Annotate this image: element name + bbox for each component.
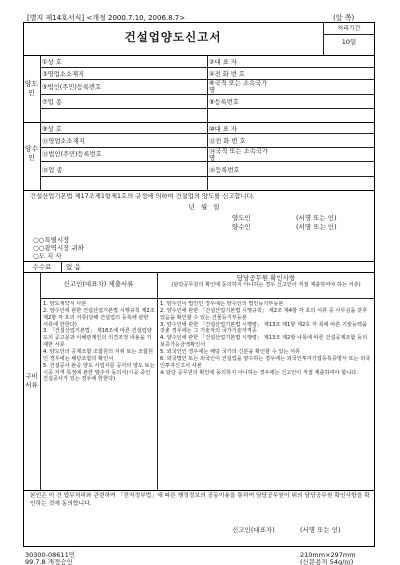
declaration-text: 건설산업기본법 제17조제1항제1호의 규정에 의하여 건설업의 양도를 신고합니다.	[30, 193, 255, 200]
docs-group-label: 구비서류	[25, 372, 38, 389]
consent-sign-note: (서명 또는 인)	[300, 526, 341, 534]
docs-col1-header: 신고인(대표자) 제출서류	[63, 280, 134, 288]
transferee-representative-label: ⑩대 표 자	[209, 125, 237, 133]
transferor-business-label: ⑦업 종	[42, 99, 62, 106]
official-check-item: 4. 양수인에 관한 「건설산업기본법 시행령」 제13조 제2항 나목에 따른 건설공제조합 등의 보증가능금액확인서	[160, 335, 368, 349]
paper-size: 210mm×297mm	[300, 551, 356, 559]
fee-label: 수수료	[32, 263, 52, 271]
transferor-phone-label: ④전 화 번 호	[209, 71, 245, 78]
transferee-trade-name-label: ⑨상 호	[42, 125, 62, 133]
official-check-list	[160, 301, 372, 487]
declaration-date: 년 월 일	[188, 203, 222, 211]
official-check-item: 2. 양수인에 관한 「건설산업기본법 시행규칙」 제2조 제4항 각 호의 서류 중 사무실을 갖추었음을 확인할 수 있는 건물등기부등본	[160, 307, 368, 321]
approval-date: 99.7.8 개정승인	[25, 559, 73, 565]
form-title: 건설업양도신고서	[124, 30, 222, 44]
transferor-representative-label: ②대 표 자	[209, 59, 237, 66]
docs-col2-subheader: (담당공무원의 확인에 동의하지 아니하는 경우 신고인이 직접 제출하여야 하는 서류)	[171, 282, 361, 288]
addressee-metro-city: ○○광역시장 귀하	[33, 244, 85, 252]
transferor-address-label: ③영업소소재지	[42, 71, 85, 78]
submission-doc-item: 1. 양도계약서 사본	[43, 301, 87, 307]
transferor-sign-label: 양도인	[232, 214, 251, 222]
addressee-governor: ○도 지 사	[33, 252, 62, 260]
official-check-note: ※ 담당 공무원의 확인에 동의하지 아니하는 경우에는 신고인이 직접 제출하여야 합니다.	[160, 369, 358, 376]
addressee-special-city: ○○특별시장	[33, 236, 70, 244]
transferee-reg-no-label: ⑯등록번호	[209, 166, 240, 174]
transferee-group-label: 양수인	[24, 145, 39, 162]
form-code: 30300-08611민	[25, 551, 75, 559]
transferor-nationality-label: ⑥국적 또는 소속국가명	[209, 80, 268, 94]
submission-doc-item: 3. 「건설산업기본법」 제18조에 따른 건설업양도의 공고문과 이해관계인의 의견조정 내용을 기재한 서류	[43, 328, 152, 349]
submission-doc-item: 5. 건설공사 완공 양도 사업자를 공사의 양도 또는 시공 자격 특정에 관한 발주자 동의서(시공 중인 건설공사가 있는 경우에 한한다)	[43, 362, 155, 383]
docs-col2-header: 담당공무원 확인사항	[236, 274, 296, 282]
paper-type: (신문용지 54g/㎡)	[300, 559, 354, 565]
submission-doc-item: 2. 양수인에 관한 건설산업기본법 시행규칙 제2조제2항 각 호의 서류(당해 건설업의 등록에 관한 서류에 한한다)	[43, 307, 155, 328]
transferor-trade-name-label: ①상 호	[42, 59, 62, 66]
transferor-group-label: 양도인	[24, 80, 39, 97]
transferor-corp-reg-label: ⑤법인(주민)등록번호	[42, 83, 102, 91]
submission-documents-list	[43, 301, 155, 487]
submission-doc-item: 4. 양도인의 공제조합 조합원의 지위 또는 조합원인 경우에는 해당조합의 확인서	[43, 349, 154, 362]
transferee-phone-label: ⑫전 화 번 호	[209, 138, 246, 145]
consent-sign-label: 신고인(대표자)	[232, 526, 275, 534]
official-check-item: 3. 양수인에 관한 「건설산업기본법 시행령」 제13조 제1항 제2호 각 목에 따른 기술능력을 갖춘 경우에는 그 기술자의 국가기술자격증	[160, 321, 368, 335]
fee-value: 없 음	[66, 263, 81, 271]
transferee-sign-label: 양수인	[232, 223, 251, 231]
transferee-address-label: ⑪영업소소재지	[42, 138, 85, 145]
official-check-item: 5. 외국인인 경우에는 해당 국가의 신분을 확인할 수 있는 서류	[160, 349, 301, 356]
transferee-sign-note: (서명 또는 인)	[296, 223, 337, 231]
transferor-sign-note: (서명 또는 인)	[296, 214, 337, 222]
consent-text: 본인은 이 건 업무처리와 관련하여 「전자정부법」에 따른 행정정보의 공동이용을 통하여 담당공무원이 위의 담당공무원 확인사항을 확인하는 것에 동의합니다.	[30, 493, 370, 507]
transferee-business-label: ⑮업 종	[42, 166, 63, 174]
official-check-item: 1. 양수인이 법인인 경우에는 양수인의 법인등기부등본	[160, 301, 284, 307]
transferee-nationality-label: ⑭국적 또는 소속국가명	[209, 148, 268, 161]
processing-period-label: 처리기간	[337, 25, 361, 32]
official-check-item: 6. 외국법인 또는 외국인이 건설업을 양수하는 경우에는 외국인투자기업등록증명서 또는 외국인투자신고서 사본	[160, 355, 371, 369]
processing-period-value: 10일	[341, 38, 357, 46]
page-side: (앞 쪽)	[333, 14, 355, 22]
transferor-reg-no-label: ⑧등록번호	[209, 99, 239, 106]
form-number: [별지 제14호서식] <개정 2000.7.10, 2006.8.7>	[27, 14, 186, 22]
transferee-corp-reg-label: ⑬법인(주민)등록번호	[42, 151, 102, 158]
